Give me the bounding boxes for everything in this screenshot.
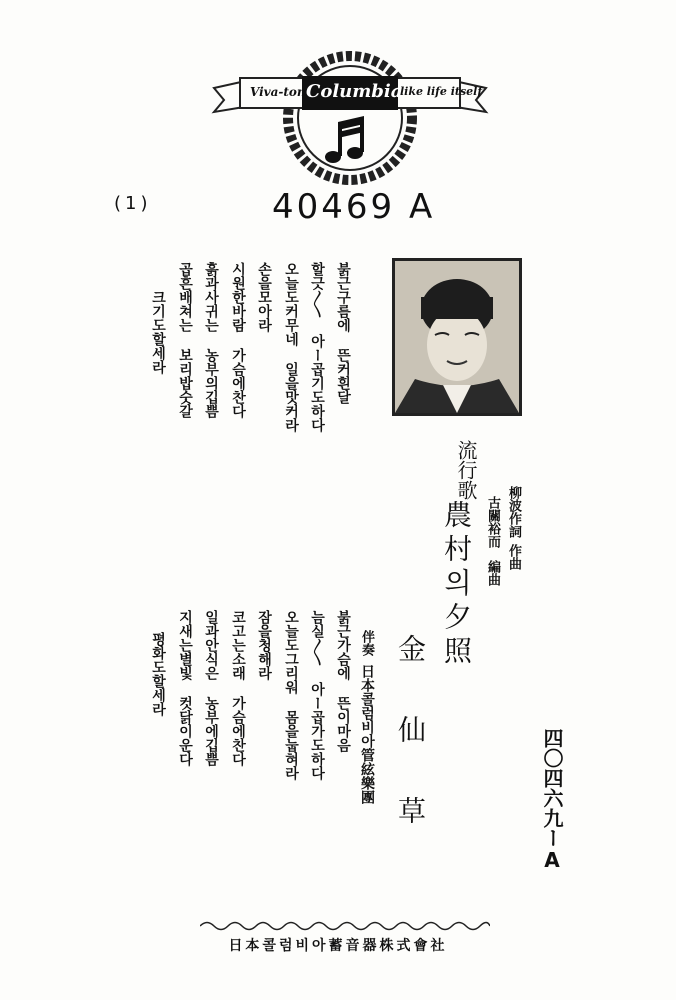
verse2-line-2: 늠실〱 아ー곱가도하다 (309, 610, 325, 780)
genre-label: 流行歌 (454, 440, 478, 500)
verse1-line-5: 시원한바람 가슴에찬다 (230, 262, 246, 418)
logo-left-banner-text: Viva-tonal (250, 85, 318, 99)
verse2-line-4: 잠을청해라 (256, 610, 272, 680)
verse2-line-6: 일과안식은 농부에깁쁨 (203, 610, 219, 766)
verse1-line-8: 크기도할세라 (150, 290, 166, 374)
logo-right-banner-text: like life itself (400, 85, 483, 98)
footer-wave-divider (200, 918, 490, 932)
catalog-number-vertical: 四〇四六九ーA (540, 728, 564, 872)
verse2-line-1: 붉근가슴에 뜬이마음 (335, 610, 351, 752)
accompaniment-label: 伴奏 (359, 630, 374, 656)
singer-name: 金 仙 草 (394, 634, 427, 834)
verse1-line-1: 붉근구름에 뜬커흰달 (335, 262, 351, 404)
laurel-wreath-icon (210, 40, 490, 190)
verse1-line-7: 곱흔배쳐는 보리밥숫갈 (177, 262, 193, 418)
arranger-name: 古關裕而 (485, 496, 500, 548)
verse1-line-4: 손을모아라 (256, 262, 272, 332)
verse1-line-3: 오늘도커무네 일을맛커라 (283, 262, 299, 432)
arranger-role: 編曲 (485, 560, 500, 586)
accompaniment-name: 日本콜럼비아管絃樂團 (359, 664, 375, 804)
verse1-line-2: 할긋〱 아ー곱기도하다 (309, 262, 325, 432)
song-title: 農村의夕照 (440, 500, 473, 670)
columbia-logo (210, 40, 490, 190)
composer-credit: 作曲 (506, 544, 521, 570)
verse2-line-7: 지새는별빛 컷닭이운다 (177, 610, 193, 766)
verse1-line-6: 흙과사귀는 농부의깁쁨 (203, 262, 219, 418)
portrait-photo-icon (395, 261, 519, 413)
singer-portrait (392, 258, 522, 416)
record-number: 40469 A (272, 187, 436, 227)
verse2-line-5: 코고는소래 가슴에찬다 (230, 610, 246, 766)
footer-company-name: 日本콜럼비아蓄音器株式會社 (228, 938, 448, 954)
logo-brand-name: Columbia (306, 81, 403, 102)
side-number: (1) (114, 193, 152, 214)
lyricist-credit: 柳波作詞 (506, 486, 521, 538)
verse2-line-8: 평화도할세라 (150, 632, 166, 716)
verse2-line-3: 오늘도그리워 몸을눕혀라 (283, 610, 299, 780)
